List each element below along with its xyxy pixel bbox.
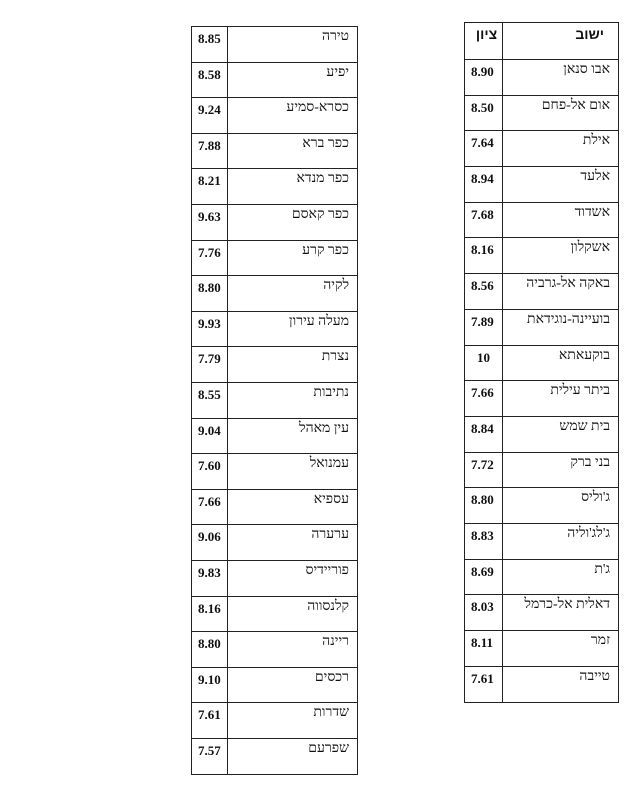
locality-cell: יפיע [326, 64, 349, 80]
score-cell: 8.03 [465, 595, 503, 630]
score-cell: 7.66 [192, 490, 228, 525]
locality-cell: אום אל-פחם [541, 97, 610, 113]
locality-cell: שפרעם [308, 740, 349, 756]
locality-cell: בועיינה-נוגידאת [527, 311, 610, 327]
score-cell: 7.61 [465, 667, 503, 703]
score-cell: 8.94 [465, 167, 503, 202]
table-row [465, 346, 618, 382]
table-row [192, 739, 357, 775]
table-row [192, 27, 357, 63]
score-cell: 8.50 [465, 96, 503, 131]
locality-cell: בני ברק [570, 454, 610, 470]
score-cell: 8.69 [465, 560, 503, 595]
table-row [192, 632, 357, 668]
table-row [465, 203, 618, 239]
table-row [192, 703, 357, 739]
table-row [465, 667, 618, 703]
score-cell: 8.85 [192, 27, 228, 62]
table-row [192, 525, 357, 561]
locality-cell: עמנואל [309, 456, 349, 472]
locality-cell: דאלית אל-כרמל [524, 597, 610, 613]
table-row [465, 595, 618, 631]
locality-cell: אשקלון [570, 240, 610, 256]
score-cell: 8.80 [465, 488, 503, 523]
score-cell: 7.89 [465, 310, 503, 345]
score-cell: 8.21 [192, 169, 228, 204]
locality-cell: באקה אל-גרביה [526, 276, 610, 292]
score-cell: 7.79 [192, 347, 228, 382]
score-cell: 9.83 [192, 561, 228, 596]
score-cell: 9.04 [192, 419, 228, 454]
scores-table-right [464, 22, 619, 703]
table-row [192, 490, 357, 526]
locality-cell: בוקעאתא [558, 347, 610, 363]
score-cell: 8.90 [465, 60, 503, 95]
score-cell: 8.16 [192, 597, 228, 632]
table-row [192, 561, 357, 597]
locality-cell: ג'ת [594, 561, 610, 577]
table-row [465, 560, 618, 596]
locality-cell: בית שמש [559, 418, 610, 434]
locality-cell: פוריידיס [305, 562, 349, 578]
table-row [465, 131, 618, 167]
table-header-row [465, 23, 618, 60]
table-row [192, 419, 357, 455]
table-row [465, 167, 618, 203]
score-cell: 7.61 [192, 703, 228, 738]
locality-cell: קלנסווה [307, 598, 349, 614]
score-cell: 8.16 [465, 238, 503, 273]
table-row [465, 381, 618, 417]
score-cell: 7.76 [192, 241, 228, 276]
locality-column-header: ישוב [575, 26, 604, 42]
score-cell: 8.11 [465, 631, 503, 666]
table-row [192, 312, 357, 348]
table-row [192, 169, 357, 205]
table-row [192, 668, 357, 704]
table-row [192, 383, 357, 419]
locality-cell: זמר [590, 633, 610, 648]
score-cell: 8.56 [465, 274, 503, 309]
table-row [192, 597, 357, 633]
locality-cell: אבו סנאן [563, 62, 610, 77]
score-cell: 7.57 [192, 739, 228, 775]
table-row [465, 60, 618, 96]
score-cell: 7.66 [465, 381, 503, 416]
locality-cell: ג'וליס [581, 490, 610, 506]
table-row [192, 276, 357, 312]
score-cell: 8.83 [465, 524, 503, 559]
locality-cell: כפר קרע [302, 242, 349, 258]
score-cell: 9.24 [192, 98, 228, 133]
locality-cell: עין מאהל [299, 420, 349, 436]
table-row [192, 347, 357, 383]
locality-cell: כפר קאסם [291, 206, 349, 222]
locality-cell: רכסים [314, 669, 349, 685]
score-cell: 7.72 [465, 453, 503, 488]
locality-cell: כסרא-סמיע [286, 100, 349, 116]
locality-cell: טירה [321, 29, 349, 44]
locality-cell: כפר מנדא [296, 171, 349, 187]
scores-table-left [191, 26, 358, 775]
score-cell: 7.88 [192, 134, 228, 169]
table-row [465, 488, 618, 524]
locality-cell: ביתר עילית [550, 383, 610, 399]
score-cell: 9.06 [192, 525, 228, 560]
table-row [192, 241, 357, 277]
locality-cell: אילת [582, 133, 610, 149]
locality-cell: נתיבות [313, 384, 349, 400]
locality-cell: עספיא [313, 491, 349, 507]
score-cell: 7.64 [465, 131, 503, 166]
table-row [465, 524, 618, 560]
locality-cell: אשדוד [574, 204, 610, 220]
table-row [465, 96, 618, 132]
locality-cell: ריינה [322, 634, 349, 650]
score-cell: 7.68 [465, 203, 503, 238]
table-row [465, 453, 618, 489]
score-cell: 8.58 [192, 63, 228, 98]
table-row [192, 134, 357, 170]
locality-cell: טייבה [579, 668, 610, 684]
locality-cell: ערערה [311, 527, 349, 543]
score-cell: 9.10 [192, 668, 228, 703]
locality-cell: שדרות [313, 705, 349, 721]
locality-cell: מעלה עירון [289, 313, 349, 329]
table-row [192, 63, 357, 99]
score-cell: 10 [465, 346, 503, 381]
locality-cell: לקיה [323, 278, 349, 294]
table-row [465, 310, 618, 346]
table-row [192, 454, 357, 490]
score-cell: 9.63 [192, 205, 228, 240]
score-cell: 7.60 [192, 454, 228, 489]
table-row [192, 98, 357, 134]
score-column-header: ציון [465, 23, 503, 59]
score-cell: 8.55 [192, 383, 228, 418]
table-row [465, 417, 618, 453]
locality-cell: ג'לג'וליה [567, 525, 610, 541]
locality-cell: נצרת [321, 349, 349, 365]
score-cell: 9.93 [192, 312, 228, 347]
table-row [192, 205, 357, 241]
score-cell: 8.84 [465, 417, 503, 452]
table-row [465, 631, 618, 667]
table-row [465, 238, 618, 274]
locality-cell: אלעד [580, 169, 610, 185]
locality-cell: כפר ברא [302, 135, 349, 151]
score-cell: 8.80 [192, 632, 228, 667]
score-cell: 8.80 [192, 276, 228, 311]
table-row [465, 274, 618, 310]
